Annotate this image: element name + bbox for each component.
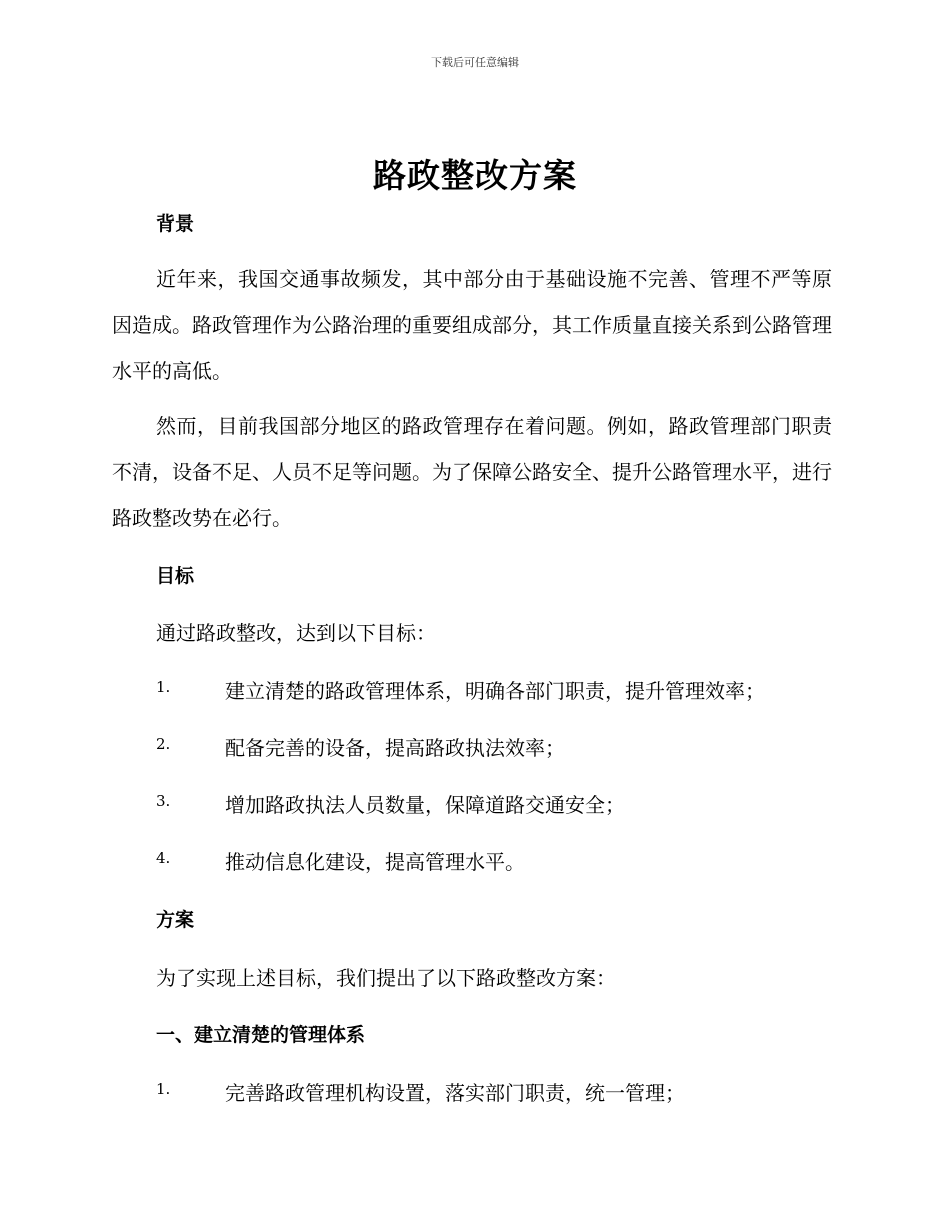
list-text: 建立清楚的路政管理体系，明确各部门职责，提升管理效率； xyxy=(225,679,765,703)
section-heading-goals: 目标 xyxy=(156,565,195,587)
list-text: 增加路政执法人员数量，保障道路交通安全； xyxy=(225,793,625,817)
background-paragraph-2: 然而，目前我国部分地区的路政管理存在着问题。例如，路政管理部门职责不清，设备不足、人员不足等问题。为了保障公路安全、提升公路管理水平，进行路政整改势在必行。 xyxy=(112,414,832,530)
list-text: 配备完善的设备，提高路政执法效率； xyxy=(225,736,565,760)
list-number: 2. xyxy=(156,735,171,753)
list-number: 3. xyxy=(156,792,171,810)
list-text: 完善路政管理机构设置，落实部门职责，统一管理； xyxy=(225,1081,685,1105)
list-number: 1. xyxy=(156,1080,171,1098)
section-heading-plan: 方案 xyxy=(156,909,195,931)
document-title: 路政整改方案 xyxy=(373,156,577,195)
list-number: 4. xyxy=(156,849,171,867)
goals-intro: 通过路政整改，达到以下目标： xyxy=(156,621,436,645)
list-text: 推动信息化建设，提高管理水平。 xyxy=(225,850,525,874)
header-note: 下载后可任意编辑 xyxy=(431,56,519,69)
list-number: 1. xyxy=(156,678,171,696)
section-heading-background: 背景 xyxy=(156,213,195,235)
plan-intro: 为了实现上述目标，我们提出了以下路政整改方案： xyxy=(156,966,616,990)
background-paragraph-1: 近年来，我国交通事故频发，其中部分由于基础设施不完善、管理不严等原因造成。路政管理作为公路治理的重要组成部分，其工作质量直接关系到公路管理水平的高低。 xyxy=(112,267,832,383)
plan-sub-heading: 一、建立清楚的管理体系 xyxy=(156,1024,366,1046)
